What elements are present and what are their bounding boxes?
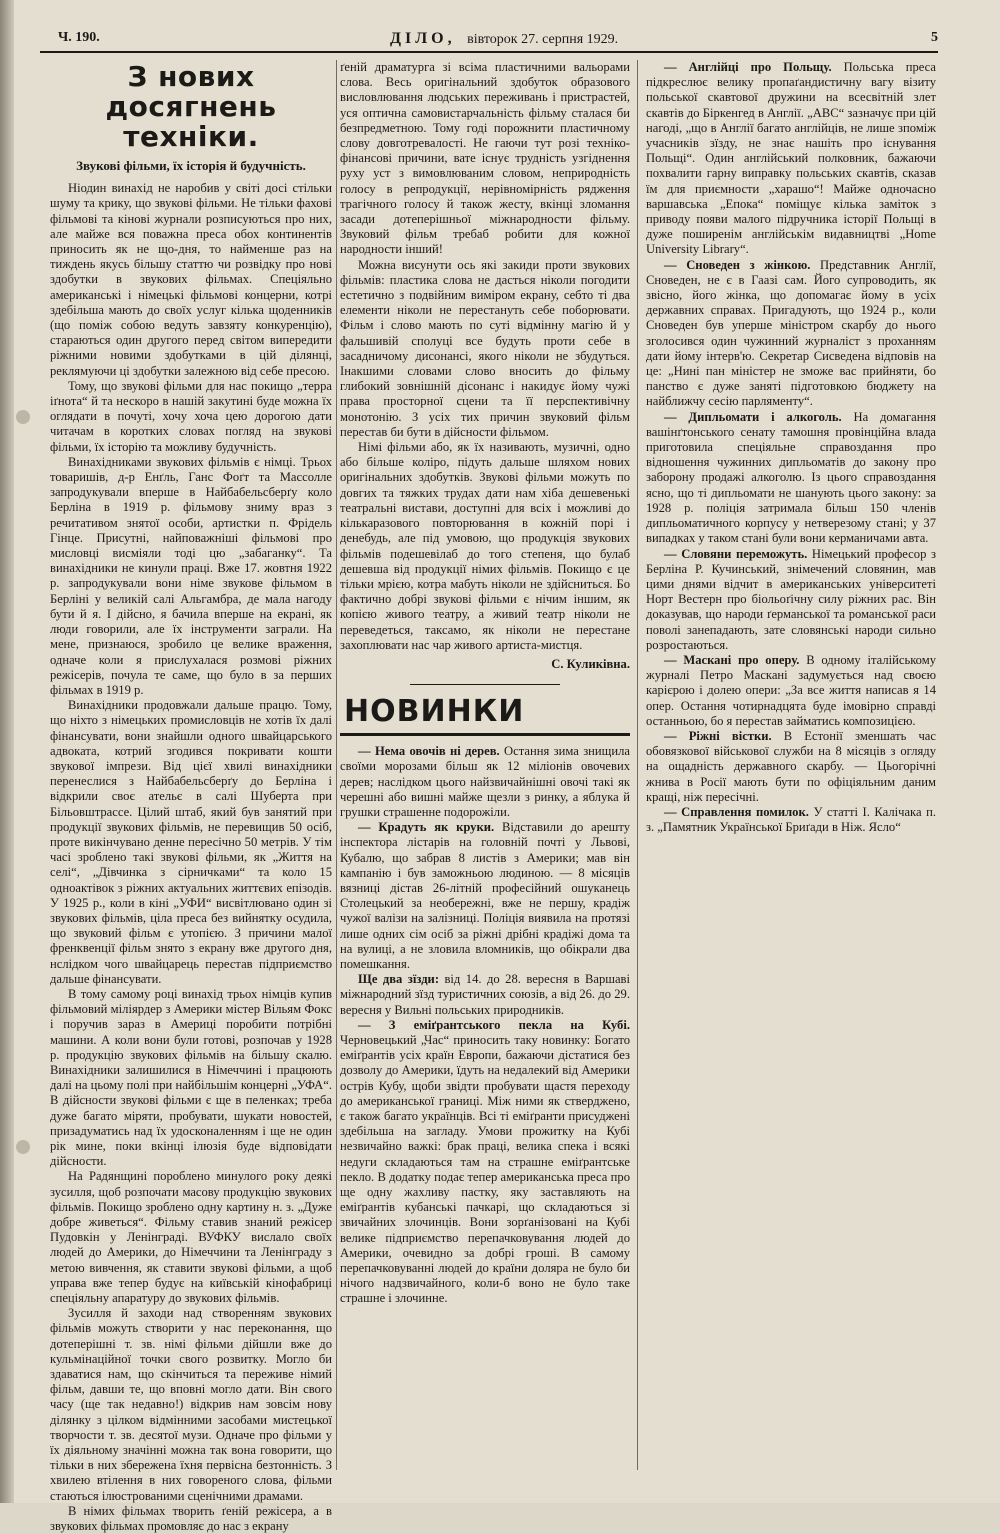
article-paragraph: Можна висунути ось які закиди проти звукових фільмів: пластика слова не дасться ніколи погодити естетично з подвійним виміром екрану, себто ті два елементи ніколи не перестануть себе поборювати. Фільм і слово мають по суті відмінну магію й у фальшивій сполуці все будуть проти себе в засадничому дисонансі, якого ніколи не збудуться. Інакшими словами слово вносить до фільму глибокий зовнішній дісонанс і накидує йому чужі права просторної сцени та її перспективічну монотонію. З усіх тих причин звуковий фільм перестав би бути в дійсности фільмом. <box>340 257 630 439</box>
column-divider <box>637 60 638 1470</box>
article-paragraph: Німі фільми або, як їх називають, музичні, одно або більше коліро, підуть дальше шляхом нових оригінальних здобутків. Звукові фільми можуть по довгих та тяжких трудах дати нам хіба дешевенькі театральні вистави, доступні для всіх і можливі до кількаразового повторювання в кожній порі і денебудь, але під умовою, що продукція звукових фільмів подешевілаб до того степеня, що булаб дешевша від продукції німих фільмів. Покищо є це тільки мрією, котра мабуть ніколи не здійсниться. Бо фактично добрі звукові фільми є нічим іншим, як копією живого театру, а живий театр ніколи не переведеться, таксамо, як ніколи не перестане захоплювати нас чар живого артиста-мистця. <box>340 440 630 652</box>
news-item-text: На домагання вашінґтонського сенату тамошня провінційна влада приготовила спеціяльне справоздання про відношення чужинних дипльоматів до закону про заборону продажі алкоголю. Із цього справоздання ясно, що ті дипльомати не шанують цього закону: за 1928 р. поліція затримала більш 150 членів дипльоматичного корпусу у нетверезому стані; у 37 випадках у таком стані були вони керманичами авта. <box>646 409 936 546</box>
article-paragraph: Тому, що звукові фільми для нас покищо „терра іґнота“ й та нескоро в нашій закутині буде можна їх оглядати в почуті, хочу хоча цею дорогою дати читачам в коротких словах погляд на звукові фільми, їх історію та можливу будучність. <box>50 378 332 454</box>
news-item-title: — Маскані про оперу. <box>664 652 800 667</box>
news-item-title: — Ріжні вістки. <box>664 728 772 743</box>
news-item-text: Відставили до арешту інспектора лістарів на головній почті у Львові, Кубалю, що забрав 8 листів з Америки; мав він кампанію і був заможньою людиною. — 8 місяців вязниці дістав 26-літній професійний ошуканець Столецький за необережні, вже не першу, крадіж чужої валізи на залізниці. Поліція виявила на протязі лише одних сім осіб за ріжні дрібні крадіжі дома та на вулиці, а не зловила вломників, що обікрали два помешкання. <box>340 820 630 971</box>
news-item-title: — Крадуть як круки. <box>358 820 495 835</box>
news-item <box>646 729 936 805</box>
issue-date: вівторок 27. серпня 1929. <box>467 32 619 47</box>
column-2 <box>340 60 630 1307</box>
article-paragraph: Винахідниками звукових фільмів є німці. Трьох товаришів, д-р Енґль, Ганс Фоґт та Массолле запродукували вперше в Найбабельсберґу коло Берліна в 1919 р. фільмову зниму враз з речитативом знятої особи, артистки п. Фрідель Гінце. Присутні, найповажніші фільмові про мисловці висміяли тоді цю „забаганку“. Та винахідники не кинули праці. Вже 17. жовтня 1922 р. запродукували вони німе звукове фільмом в Берліні у великій салі Альгамбра, де мала нагоду бути й я. І дійсно, я бачила вперше на екрані, як люди говорили, але їх інструменти заграли. На мене, признаюся, зробило це велике враження, одначе коли я прислухалася розмові ріжних режісерів, почула те саме, що було в за перших фільмах в 1919 р. <box>50 454 332 697</box>
news-item <box>340 744 630 820</box>
news-item-title: — Словяни переможуть. <box>664 546 808 561</box>
news-item <box>340 820 630 972</box>
article-paragraph: Ніодин винахід не наробив у світі досі стільки шуму та крику, що звукові фільми. Не тільки фахові фільмові та кінові журнали розписуються про них, але майже вся поважна преса обох континентів приносить як не що-дня, то найменше раз на тиждень якусь більшу статтю чи розвідку про нові здобутки в звукових фільмах. Спеціяльно американські і німецькі фільмові концерни, котрі здебільша мають до своїх услуг кілька щоденників (що поміж собою ведуть завзяту конкуренцію), стараються один другого перед світом випередити ріжними новими здобутками в цій ділянці, реклямуючи ці здобутки залежною від себе пресою. <box>50 181 332 378</box>
news-item <box>340 1018 630 1307</box>
news-item-text: В одному італійському журналі Петро Маскані задумується над своєю карієрою і долею опери: „За все життя написав я 14 опер. Остання чотирнадцята буде імовірно справді останньою, бо я перестав займатись композицією. <box>646 652 936 728</box>
page-edge-shadow <box>0 0 14 1503</box>
news-item-text: Остання зима знищила своїми морозами більш як 12 міліонів овочевих дерев; наслідком цього найзвичайнішні овочі такі як черешні або вишні майже щезли з ринку, а яблука й грушки страшенне подорожіли. <box>340 744 630 819</box>
news-item-title: — Дипльомати і алкоголь. <box>664 409 842 424</box>
news-item-title: Ще два зїзди: <box>358 972 440 987</box>
binding-hole <box>16 1140 30 1154</box>
page-number: 5 <box>931 30 938 45</box>
masthead <box>390 30 618 48</box>
header-rule <box>40 51 938 53</box>
news-item <box>340 972 630 1018</box>
news-item <box>646 805 936 835</box>
news-item-text: Представник Англії, Сноведен, не є в Гаазі сам. Його супроводить, як звісно, його жінка, що допомагає йому в усіх державних справах. Пригадують, що 1924 р., коли Сноведен був уперше міністром скарбу до нього зголосився один чужинний журналіст з проханням дати йому інтерв'ю. Секретар Сиcведена відповів на це: „Нині пан міністер не зможе вас прийняти, бо панство є дуже заняті підготовкою бюджету на найближчу сесію парляменту“. <box>646 257 937 409</box>
news-item-text: У статті І. Калічака п. з. „Памятник Української Бриґади в Ніж. Ясло“ <box>646 804 936 835</box>
column-1 <box>50 60 332 1534</box>
newspaper-title: ДІЛО, <box>390 30 456 47</box>
news-item <box>646 258 936 410</box>
article-subheadline: Звукові фільми, їх історія й будучність. <box>76 158 306 173</box>
article-author: С. Куликівна. <box>551 656 630 671</box>
page-header <box>40 30 938 50</box>
news-item-title: — З еміґрантського пекла на Кубі. <box>358 1017 630 1032</box>
article-paragraph: Зусилля й заходи над створенням звукових фільмів можуть створити у нас переконання, що дотеперішні т. зв. німі фільми дійшли вже до кульмінаційної точки свого розвитку. Могло би здаватися нам, що скінчиться та переживе німий фільм, давши те, що вповні могло дати. Він свого часу (ще так недавно!) відкрив нам зовсім нову ділянку з цілком відмінними засобами мистецької творчости т. зв. десятої музи. Одначе про фільми у їх діяльному значінні можна так вона говорити, що тільки в них збережена їхня первісна безтонність. З хвилею втілення в них говореного слова, фільми стаються ілюстрованими сценічними драмами. <box>50 1306 332 1503</box>
news-item <box>646 60 936 258</box>
news-item-title: — Справлення помилок. <box>664 804 809 819</box>
article-paragraph: В тому самому році винахід трьох німців купив фільмовий міліярдер з Америки містер Вільям Фокс і поручив зараз в Америці поробити потрібні машини. А коли вони були готові, розпочав у 1928 р. продукцію звукових фільмів на більшу скалю. Винахідники залишилися в Німеччині і працюють далі на цьому полі при найбільшім концерні „УФА“. В дійсности звукові фільми є ще в пеленках; треба дуже багато міряти, пробувати, шукати новостей, призадуматись над їх удосконаленням і ще не один рік мине, поки вкінці ілюзія буде відповідати дійсности. <box>50 986 332 1169</box>
news-item-title: — Нема овочів ні дерев. <box>358 744 500 759</box>
news-item-text: Черновецький „Час“ приносить таку новинку: Богато еміґрантів усіх країн Европи, бажаючи дістатися без дозволу до Америки, їдуть на недалекий від Америки острів Кубу, щоби звідти пробувати щастя переходу до американської границі. Між ними як ствердженo, є також багато українців. Всі ті еміґранти присуджені здебільша на загладу. Умови прожитку на Кубі незвичайно важкі: брак праці, велика спека і всякі недуги складаються там на страшне еміґрантське пекло. В додатку подає тепер американська преса про ще одну жахливу пастку, яку заставляють на еміґрантів кубанські пачкарі, що складаються зі звичайних злочинців. Вони зорґанізовані на Кубі велике підприємство перепачковування людей до Америки, очевидно за добрі гроші. В самому перепачковуванні людей до країни доляра не було би нічого надзвичайного, коли-б воно не було таке страшне і злочинне. <box>340 1032 630 1306</box>
headline-line: техніки. <box>123 120 259 153</box>
article-paragraph: На Радянщині пороблено минулого року деякі зусилля, щоб розпочати масову продукцію звукових фільмів. Покищо зроблено одну картину н. з. „Дуже добре живеться“. Фільму ставив знаний режісер Пудовкін у Ленінграді. ВУФКУ вислало своїх людей до Америки, до Німеччини та Ленінграду з метою вивчення, як ставити звукові фільми, а щоб управа вже тепер будує на київській кінофабриці спеціяльну апаратуру до звукових фільмів. <box>50 1169 332 1306</box>
news-item <box>646 547 936 653</box>
news-item-title: — Сноведен з жінкою. <box>664 257 811 272</box>
article-headline <box>50 62 332 152</box>
column-divider <box>336 60 337 1470</box>
news-item-text: від 14. до 28. вересня в Варшаві міжнародний зїзд туристичних союзів, а від 26. до 29. вересня у Вильні польських природників. <box>340 972 630 1017</box>
section-rule <box>340 733 630 736</box>
news-item-text: Німецький професор з Берліна Р. Кучинський, знімечений словянин, мав цими днями відчит в американських університеті Норт Вестерн про біольоґічну силу ріжних рас. Він доказував, що народи ґерманської та романської раси поволі занепадають, зате словянські народи сильно розростаються. <box>646 546 936 652</box>
news-item-text: В Естонії зменшать час обовязкової військової служби на 8 місяців з огляду на ощадність державного скарбу. — Цьогорічні жнива в Росії мають бути по офіціяльним даним кращі, ніж пересічні. <box>646 728 936 804</box>
news-item <box>646 410 936 547</box>
article-separator <box>410 684 560 685</box>
issue-number: Ч. 190. <box>58 30 100 45</box>
news-item-text: Польська преса підкреслює велику пропаґандистичну вагу візиту польської скавтової дружини на всесвітній злет скавтів до Біркенгед в Англії. „АВС“ зазначує при цій нагоді, „що в Англії багато англійців, не лише зпоміж учасників зїзду, не знає нашіть про існування Польщі“. Один англійський полковник, бажаючи похвалити гарну виправку польських скавтів, сказав їм для приємности „харашо“! Майже одночасно варшавська „Епока“ поміщує кілька заміток з приводу появи малого підручника історії Польщі в дуже поширенім англійськім видавництві „Home University Library“. <box>646 60 936 257</box>
column-3 <box>646 60 936 835</box>
section-title: НОВИНКИ <box>344 694 525 730</box>
news-item-title: — Англійці про Польщу. <box>664 60 832 74</box>
binding-hole <box>16 410 30 424</box>
headline-line: З нових досягнень <box>105 60 277 123</box>
article-paragraph: ґеній драматурга зі всіма пластичними вальорами слова. Весь оригінальний здобуток образового висловлювання людських переживань і пристрастей, уся оптична самовистарчальність фільму сталася би безпредметною. Тому годі порожнити пластичному слову довготревалості. Не гаючи тут розі техніко-фінансові причини, вате існує трудність узгіднення руху уст з вимовлюваним словом, неприродність голосу в репродукції, нерівномірність рядження трагічного голосу й також жесту, вкінці зломання засади дотеперішньої міжнародности фільму. Звуковий фільм требаб робити для кожної народности інший! <box>340 60 630 257</box>
article-paragraph: Винахідники продовжали дальше працю. Тому, що ніхто з німецьких промисловців не хотів їх далі фінансувати, вони знайшли одного швайцарського адвоката, котрий згодився покривати кошти звукової імпрези. Від цієї хвилі винахідники перенеслися з Найбабельсберґу до Берліна і відкрили своє ательє в салі Шуберта при Більовштрассе. Цілий штаб, який був занятий при продукції звукових фільмів, не перевищив 50 осіб, проте викінчувано денне пересічно 50 метрів. У тім часі зроблено такі звукові фільми, як „Життя на селі“, „Дівчинка з сірничками“ та коло 15 одноактівок з ріжних актуальних життєвих епізодів. У 1925 р., коли в кіні „УФИ“ висвітлювано один зі звукових фільмів, ціла преса без вийнятку осудила, що звуковий фільм є утопією. З причини малої френквенції фільм знято з екрану вже другого дня, нслідком чого швайцарець перестав підприємство дальше фінансувати. <box>50 698 332 986</box>
article-paragraph: В німих фільмах творить ґеній режісера, а в звукових фільмах промовляє до нас з екрану <box>50 1503 332 1534</box>
news-item <box>646 653 936 729</box>
